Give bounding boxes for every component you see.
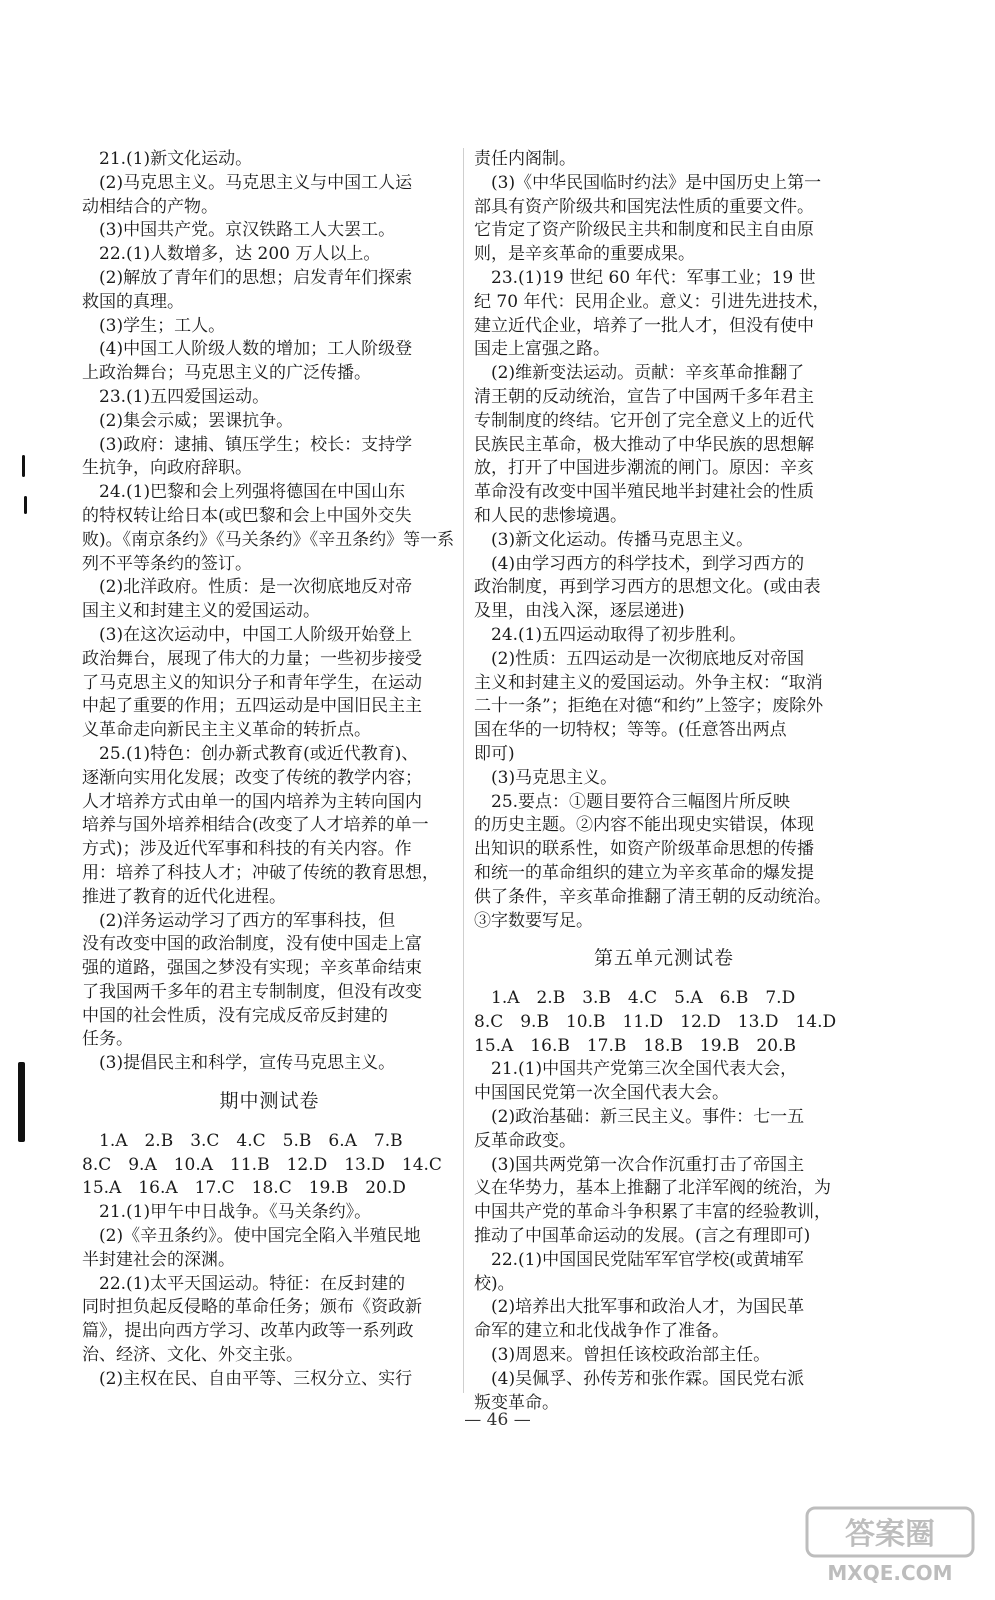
text-line: 逐渐向实用化发展；改变了传统的教学内容； — [82, 767, 422, 788]
section-title-midterm: 期中测试卷 — [219, 1090, 320, 1113]
text-line: (3)中国共产党。京汉铁路工人大罢工。 — [82, 220, 396, 241]
text-line: 放，打开了中国进步潮流的闸门。原因：辛亥 — [474, 458, 814, 479]
text-line: 校)。 — [474, 1273, 515, 1294]
text-line: (2)维新变法运动。贡献：辛亥革命推翻了 — [474, 363, 805, 384]
text-line: 了马克思主义的知识分子和青年学生，在运动 — [82, 672, 422, 693]
text-line: 25.要点：①题目要符合三幅图片所反映 — [474, 791, 791, 812]
text-line: 部具有资产阶级共和国宪法性质的重要文件。 — [474, 196, 814, 217]
text-line: 的特权转让给日本(或巴黎和会上中国外交失 — [82, 505, 412, 526]
text-line: 没有改变中国的政治制度，没有使中国走上富 — [82, 934, 422, 955]
text-line: 22.(1)太平天国运动。特征：在反封建的 — [82, 1273, 406, 1294]
text-line: 了我国两千多年的君主专制制度，但没有改变 — [82, 981, 422, 1002]
text-line: 推动了中国革命运动的发展。(言之有理即可) — [474, 1226, 811, 1247]
text-line: 国主义和封建主义的爱国运动。 — [82, 601, 320, 622]
text-line: (3)提倡民主和科学，宣传马克思主义。 — [82, 1053, 396, 1074]
text-line: 强的道路，强国之梦没有实现；辛亥革命结束 — [82, 958, 422, 979]
text-line: 中起了重要的作用；五四运动是中国旧民主主 — [82, 696, 422, 717]
text-line: 篇》，提出向西方学习、改革内政等一系列政 — [82, 1321, 414, 1342]
text-line: (2)培养出大批军事和政治人才，为国民革 — [474, 1297, 805, 1318]
text-line: 动相结合的产物。 — [82, 196, 218, 217]
text-line: 专制制度的终结。它开创了完全意义上的近代 — [474, 410, 814, 431]
left-midterm-answers-block — [82, 1130, 457, 1392]
text-line: 半封建社会的深渊。 — [82, 1249, 235, 1270]
text-line: 义在华势力，基本上推翻了北洋军阀的统治，为 — [474, 1178, 831, 1199]
text-line: (2)洋务运动学习了西方的军事科技，但 — [82, 910, 396, 931]
text-line: 生抗争，向政府辞职。 — [82, 458, 252, 479]
text-line: 1.A 2.B 3.B 4.C 5.A 6.B 7.D — [474, 988, 796, 1009]
text-line: (2)集会示威；罢课抗争。 — [82, 410, 294, 431]
text-line: 22.(1)中国国民党陆军军官学校(或黄埔军 — [474, 1249, 804, 1270]
text-line: 方式)；涉及近代军事和科技的有关内容。作 — [82, 839, 412, 860]
text-line: 国走上富强之路。 — [474, 339, 610, 360]
text-line: 则，是辛亥革命的重要成果。 — [474, 244, 695, 265]
text-line: 25.(1)特色：创办新式教育(或近代教育)、 — [82, 743, 419, 764]
text-line: 及里，由浅入深，逐层递进) — [474, 601, 685, 622]
text-line: (4)中国工人阶级人数的增加；工人阶级登 — [82, 339, 413, 360]
text-line: 革命没有改变中国半殖民地半封建社会的性质 — [474, 482, 814, 503]
text-line: 义革命走向新民主主义革命的转折点。 — [82, 720, 371, 741]
text-line: 出知识的联系性，如资产阶级革命思想的传播 — [474, 839, 814, 860]
text-line: (3)新文化运动。传播马克思主义。 — [474, 529, 754, 550]
text-line: 22.(1)人数增多，达 200 万人以上。 — [82, 244, 381, 265]
text-line: (3)学生；工人。 — [82, 315, 226, 336]
text-line: (4)吴佩孚、孙传芳和张作霖。国民党右派 — [474, 1368, 805, 1389]
text-line: 国在华的一切特权；等等。(任意答出两点 — [474, 720, 787, 741]
text-line: 培养与国外培养相结合(改变了人才培养的单一 — [82, 815, 429, 836]
text-line: (4)由学习西方的科学技术，到学习西方的 — [474, 553, 805, 574]
text-line: 21.(1)甲午中日战争。《马关条约》。 — [82, 1202, 372, 1223]
right-column — [474, 148, 854, 1415]
text-line: 民族民主革命，极大推动了中华民族的思想解 — [474, 434, 814, 455]
text-line: 24.(1)五四运动取得了初步胜利。 — [474, 624, 747, 645]
text-line: (3)马克思主义。 — [474, 767, 618, 788]
text-line: (2)马克思主义。马克思主义与中国工人运 — [82, 172, 413, 193]
text-line: 清王朝的反动统治，宣告了中国两千多年君主 — [474, 386, 814, 407]
page-number: — 46 — — [464, 1410, 531, 1430]
text-line: 主义和封建主义的爱国运动。外争主权：“取消 — [474, 672, 823, 693]
margin-mark — [22, 455, 25, 477]
text-line: 政治舞台，展现了伟大的力量；一些初步接受 — [82, 648, 422, 669]
text-line: 列不平等条约的签订。 — [82, 553, 252, 574]
margin-mark — [18, 1062, 25, 1142]
text-line: (2)政治基础：新三民主义。事件：七一五 — [474, 1107, 805, 1128]
text-line: 同时担负起反侵略的革命任务；颁布《资政新 — [82, 1297, 422, 1318]
text-line: 政治制度，再到学习西方的思想文化。(或由表 — [474, 577, 821, 598]
text-line: (2)性质：五四运动是一次彻底地反对帝国 — [474, 648, 805, 669]
text-line: 8.C 9.A 10.A 11.B 12.D 13.D 14.C — [82, 1154, 442, 1175]
text-line: 推进了教育的近代化进程。 — [82, 886, 286, 907]
column-divider — [463, 148, 464, 1393]
text-line: (3)政府：逮捕、镇压学生；校长：支持学 — [82, 434, 413, 455]
text-line: 供了条件，辛亥革命推翻了清王朝的反动统治。 — [474, 886, 831, 907]
text-line: 15.A 16.A 17.C 18.C 19.B 20.D — [82, 1178, 406, 1199]
text-line: (2)主权在民、自由平等、三权分立、实行 — [82, 1368, 413, 1389]
text-line: 叛变革命。 — [474, 1392, 559, 1413]
text-line: 中国的社会性质，没有完成反帝反封建的 — [82, 1005, 388, 1026]
text-line: 人才培养方式由单一的国内培养为主转向国内 — [82, 791, 422, 812]
text-line: (3)周恩来。曾担任该校政治部主任。 — [474, 1345, 771, 1366]
text-line: 反革命政变。 — [474, 1130, 576, 1151]
text-line: 上政治舞台；马克思主义的广泛传播。 — [82, 363, 371, 384]
text-line: (3)在这次运动中，中国工人阶级开始登上 — [82, 624, 413, 645]
watermark-logo — [805, 1506, 975, 1586]
text-line: 责任内阁制。 — [474, 149, 576, 169]
left-column — [82, 148, 457, 1392]
watermark-top-text: 答案圈 — [845, 1517, 935, 1552]
text-line: (3)国共两党第一次合作沉重打击了帝国主 — [474, 1154, 805, 1175]
text-line: (3)《中华民国临时约法》是中国历史上第一 — [474, 172, 822, 193]
section-title-unit5: 第五单元测试卷 — [593, 947, 734, 970]
left-answers-block — [82, 148, 457, 1076]
right-answers-block — [474, 148, 854, 933]
text-line: 建立近代企业，培养了一批人才，但没有使中 — [474, 315, 814, 336]
text-line: 24.(1)巴黎和会上列强将德国在中国山东 — [82, 482, 406, 503]
text-line: 它肯定了资产阶级民主共和制度和民主自由原 — [474, 220, 814, 241]
right-unit5-answers-block — [474, 987, 854, 1415]
text-line: 治、经济、文化、外交主张。 — [82, 1345, 303, 1366]
text-line: 的历史主题。②内容不能出现史实错误，体现 — [474, 815, 814, 836]
text-line: 即可) — [474, 743, 515, 764]
text-line: 败)。《南京条约》《马关条约》《辛丑条约》等一系 — [82, 529, 455, 550]
text-line: (2)解放了青年们的思想；启发青年们探索 — [82, 267, 413, 288]
text-line: 23.(1)五四爱国运动。 — [82, 386, 270, 407]
text-line: 15.A 16.B 17.B 18.B 19.B 20.B — [474, 1035, 796, 1056]
text-line: 中国共产党的革命斗争积累了丰富的经验教训， — [474, 1202, 831, 1223]
text-line: 23.(1)19 世纪 60 年代：军事工业；19 世 — [474, 267, 816, 288]
text-line: 8.C 9.B 10.B 11.D 12.D 13.D 14.D — [474, 1011, 837, 1032]
text-line: 1.A 2.B 3.C 4.C 5.B 6.A 7.B — [82, 1130, 403, 1151]
text-line: 纪 70 年代：民用企业。意义：引进先进技术， — [474, 291, 830, 312]
text-line: 和人民的悲惨境遇。 — [474, 505, 627, 526]
text-line: 中国国民党第一次全国代表大会。 — [474, 1083, 729, 1104]
text-line: ③字数要写足。 — [474, 910, 593, 931]
margin-mark — [24, 496, 27, 514]
text-line: 用：培养了科技人才；冲破了传统的教育思想， — [82, 862, 439, 883]
text-line: 和统一的革命组织的建立为辛亥革命的爆发提 — [474, 862, 814, 883]
text-line: (2)北洋政府。性质：是一次彻底地反对帝 — [82, 577, 413, 598]
text-line: 二十一条”；拒绝在对德“和约”上签字；废除外 — [474, 696, 824, 717]
text-line: 21.(1)新文化运动。 — [82, 149, 253, 169]
text-line: 21.(1)中国共产党第三次全国代表大会， — [474, 1059, 798, 1080]
watermark-bottom-text: MXQE.COM — [827, 1561, 953, 1585]
text-line: 任务。 — [82, 1029, 133, 1050]
text-line: 命军的建立和北伐战争作了准备。 — [474, 1321, 729, 1342]
text-line: (2)《辛丑条约》。使中国完全陷入半殖民地 — [82, 1226, 421, 1247]
text-line: 救国的真理。 — [82, 291, 184, 312]
